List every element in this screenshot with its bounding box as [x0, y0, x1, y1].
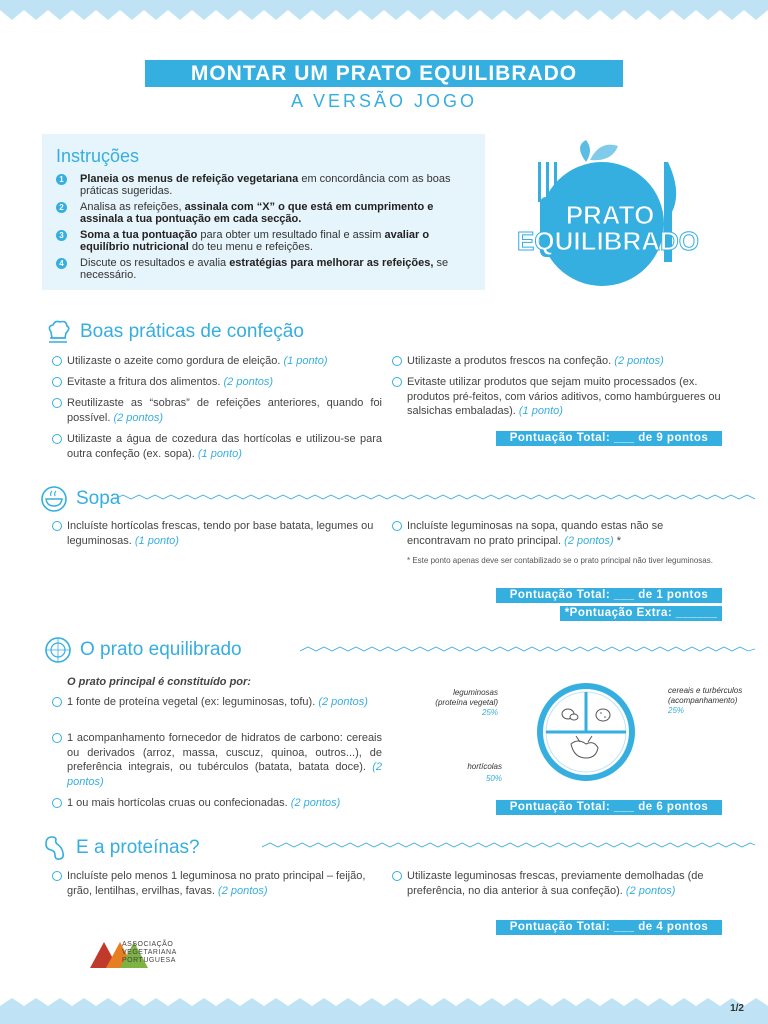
- instruction-step-4: 4 Discute os resultados e avalia estratégias para melhorar as refeições, se necessário.: [56, 257, 471, 281]
- bean-icon: [40, 834, 68, 862]
- boas-item-2[interactable]: Evitaste a fritura dos alimentos. (2 pontos): [52, 375, 382, 390]
- section-title-text: E a proteínas?: [76, 837, 200, 858]
- checkbox-circle[interactable]: [392, 871, 402, 881]
- plate-icon: [44, 636, 72, 664]
- chef-hat-icon: [44, 318, 72, 346]
- checkbox-circle[interactable]: [52, 733, 62, 743]
- top-wave-decoration: [0, 0, 768, 22]
- checkbox-circle[interactable]: [52, 434, 62, 444]
- logo-text-prato: PRATO: [565, 200, 655, 230]
- section-sopa-title: [40, 485, 120, 513]
- plate-label-cereais: cereais e turbérculos (acompanhamento) 25%: [668, 686, 743, 715]
- instruction-step-3: 3 Soma a tua pontuação para obter um resultado final e assim avaliar o equilíbrio nutricional do teu menu e refeições.: [56, 229, 471, 253]
- section-title-text: Sopa: [76, 488, 121, 509]
- prato-equilibrado-logo: [490, 132, 730, 292]
- sopa-extra-score[interactable]: *Pontuação Extra: ______: [560, 606, 722, 621]
- soup-bowl-icon: [40, 485, 68, 513]
- proteinas-item-2[interactable]: Utilizaste leguminosas frescas, previamente demolhadas (de preferência, no dia anterior à sua confeção). (2 pontos): [392, 869, 722, 898]
- section-proteinas-title: [40, 834, 200, 862]
- potato-icon: [596, 709, 610, 721]
- checkbox-circle[interactable]: [52, 377, 62, 387]
- step-number-badge: 4: [56, 258, 67, 269]
- checkbox-circle[interactable]: [392, 377, 402, 387]
- sopa-item-2[interactable]: Incluíste leguminosas na sopa, quando estas não se encontravam no prato principal. (2 pontos) *: [392, 519, 722, 548]
- checkbox-circle[interactable]: [52, 521, 62, 531]
- plate-label-horticolas: hortícolas 50%: [467, 762, 502, 783]
- section-title-text: O prato equilibrado: [80, 639, 242, 660]
- sopa-footnote: * Este ponto apenas deve ser contabilizado se o prato principal não tiver leguminosas.: [407, 556, 713, 565]
- prato-total-score[interactable]: Pontuação Total: ___ de 6 pontos: [496, 800, 722, 815]
- section-prato-title: [44, 636, 242, 664]
- checkbox-circle[interactable]: [392, 521, 402, 531]
- page-subtitle: A VERSÃO JOGO: [290, 91, 478, 111]
- instructions-panel: [42, 134, 485, 290]
- sopa-total-score[interactable]: Pontuação Total: ___ de 1 pontos: [496, 588, 722, 603]
- association-name: ASSOCIAÇÃO VEGETARIANA PORTUGUESA: [122, 941, 177, 964]
- instruction-step-2: 2 Analisa as refeições, assinala com “X” o que está em cumprimento e assinala a tua pontuação em cada secção.: [56, 201, 471, 225]
- step-number-badge: 3: [56, 230, 67, 241]
- plate-label-leguminosas: leguminosas (proteína vegetal) 25%: [435, 688, 498, 717]
- prato-item-2[interactable]: 1 acompanhamento fornecedor de hidratos de carbono: cereais ou derivados (arroz, massa, cuscuz, quinoa, outros...), de preferência integrais, ou tubérculos (batata, batata doce). (2 pontos): [52, 731, 382, 789]
- instructions-list: [56, 173, 471, 281]
- instructions-heading: Instruções: [56, 146, 140, 166]
- checkbox-circle[interactable]: [52, 871, 62, 881]
- checkbox-circle[interactable]: [52, 697, 62, 707]
- section-boas-praticas-title: [44, 318, 304, 346]
- leaf-icon: [590, 145, 618, 161]
- sopa-item-1[interactable]: Incluíste hortícolas frescas, tendo por base batata, legumes ou leguminosas. (1 ponto): [52, 519, 382, 548]
- checkbox-circle[interactable]: [52, 798, 62, 808]
- prato-item-3[interactable]: 1 ou mais hortícolas cruas ou confecionadas. (2 pontos): [52, 796, 402, 811]
- instruction-step-1: 1 Planeia os menus de refeição vegetariana em concordância com as boas práticas sugeridas.: [56, 173, 471, 197]
- boas-total-score[interactable]: Pontuação Total: ___ de 9 pontos: [496, 431, 722, 446]
- boas-item-1[interactable]: Utilizaste o azeite como gordura de eleição. (1 ponto): [52, 354, 382, 369]
- step-number-badge: 1: [56, 174, 67, 185]
- step-number-badge: 2: [56, 202, 67, 213]
- prato-item-1[interactable]: 1 fonte de proteína vegetal (ex: leguminosas, tofu). (2 pontos): [52, 695, 382, 710]
- proteinas-total-score[interactable]: Pontuação Total: ___ de 4 pontos: [496, 920, 722, 935]
- zigzag-divider: [262, 842, 755, 852]
- zigzag-divider: [115, 494, 755, 504]
- proteinas-item-1[interactable]: Incluíste pelo menos 1 leguminosa no prato principal – feijão, grão, lentilhas, ervilhas, favas. (2 pontos): [52, 869, 382, 898]
- boas-item-6[interactable]: Evitaste utilizar produtos que sejam muito processados (ex. produtos pré-feitos, com vários aditivos, como hambúrgueres ou salsichas embaladas). (1 ponto): [392, 375, 722, 419]
- section-title-text: Boas práticas de confeção: [80, 321, 304, 342]
- plate-diagram: [536, 682, 636, 782]
- checkbox-circle[interactable]: [392, 356, 402, 366]
- boas-item-3[interactable]: Reutilizaste as “sobras” de refeições anteriores, quando foi possível. (2 pontos): [52, 396, 382, 425]
- logo-text-equilibrado: EQUILIBRADO: [517, 226, 699, 256]
- page-number: 1/2: [730, 1003, 744, 1014]
- bottom-wave-decoration: [0, 994, 768, 1024]
- prato-intro: O prato principal é constituído por:: [67, 676, 251, 688]
- page-title: MONTAR UM PRATO EQUILIBRADO: [145, 60, 623, 87]
- checkbox-circle[interactable]: [52, 356, 62, 366]
- boas-item-5[interactable]: Utilizaste a produtos frescos na confeção. (2 pontos): [392, 354, 722, 369]
- checkbox-circle[interactable]: [52, 398, 62, 408]
- zigzag-divider: [300, 646, 755, 656]
- boas-item-4[interactable]: Utilizaste a água de cozedura das hortícolas e utilizou-se para outra confeção (ex. sopa). (1 ponto): [52, 432, 382, 461]
